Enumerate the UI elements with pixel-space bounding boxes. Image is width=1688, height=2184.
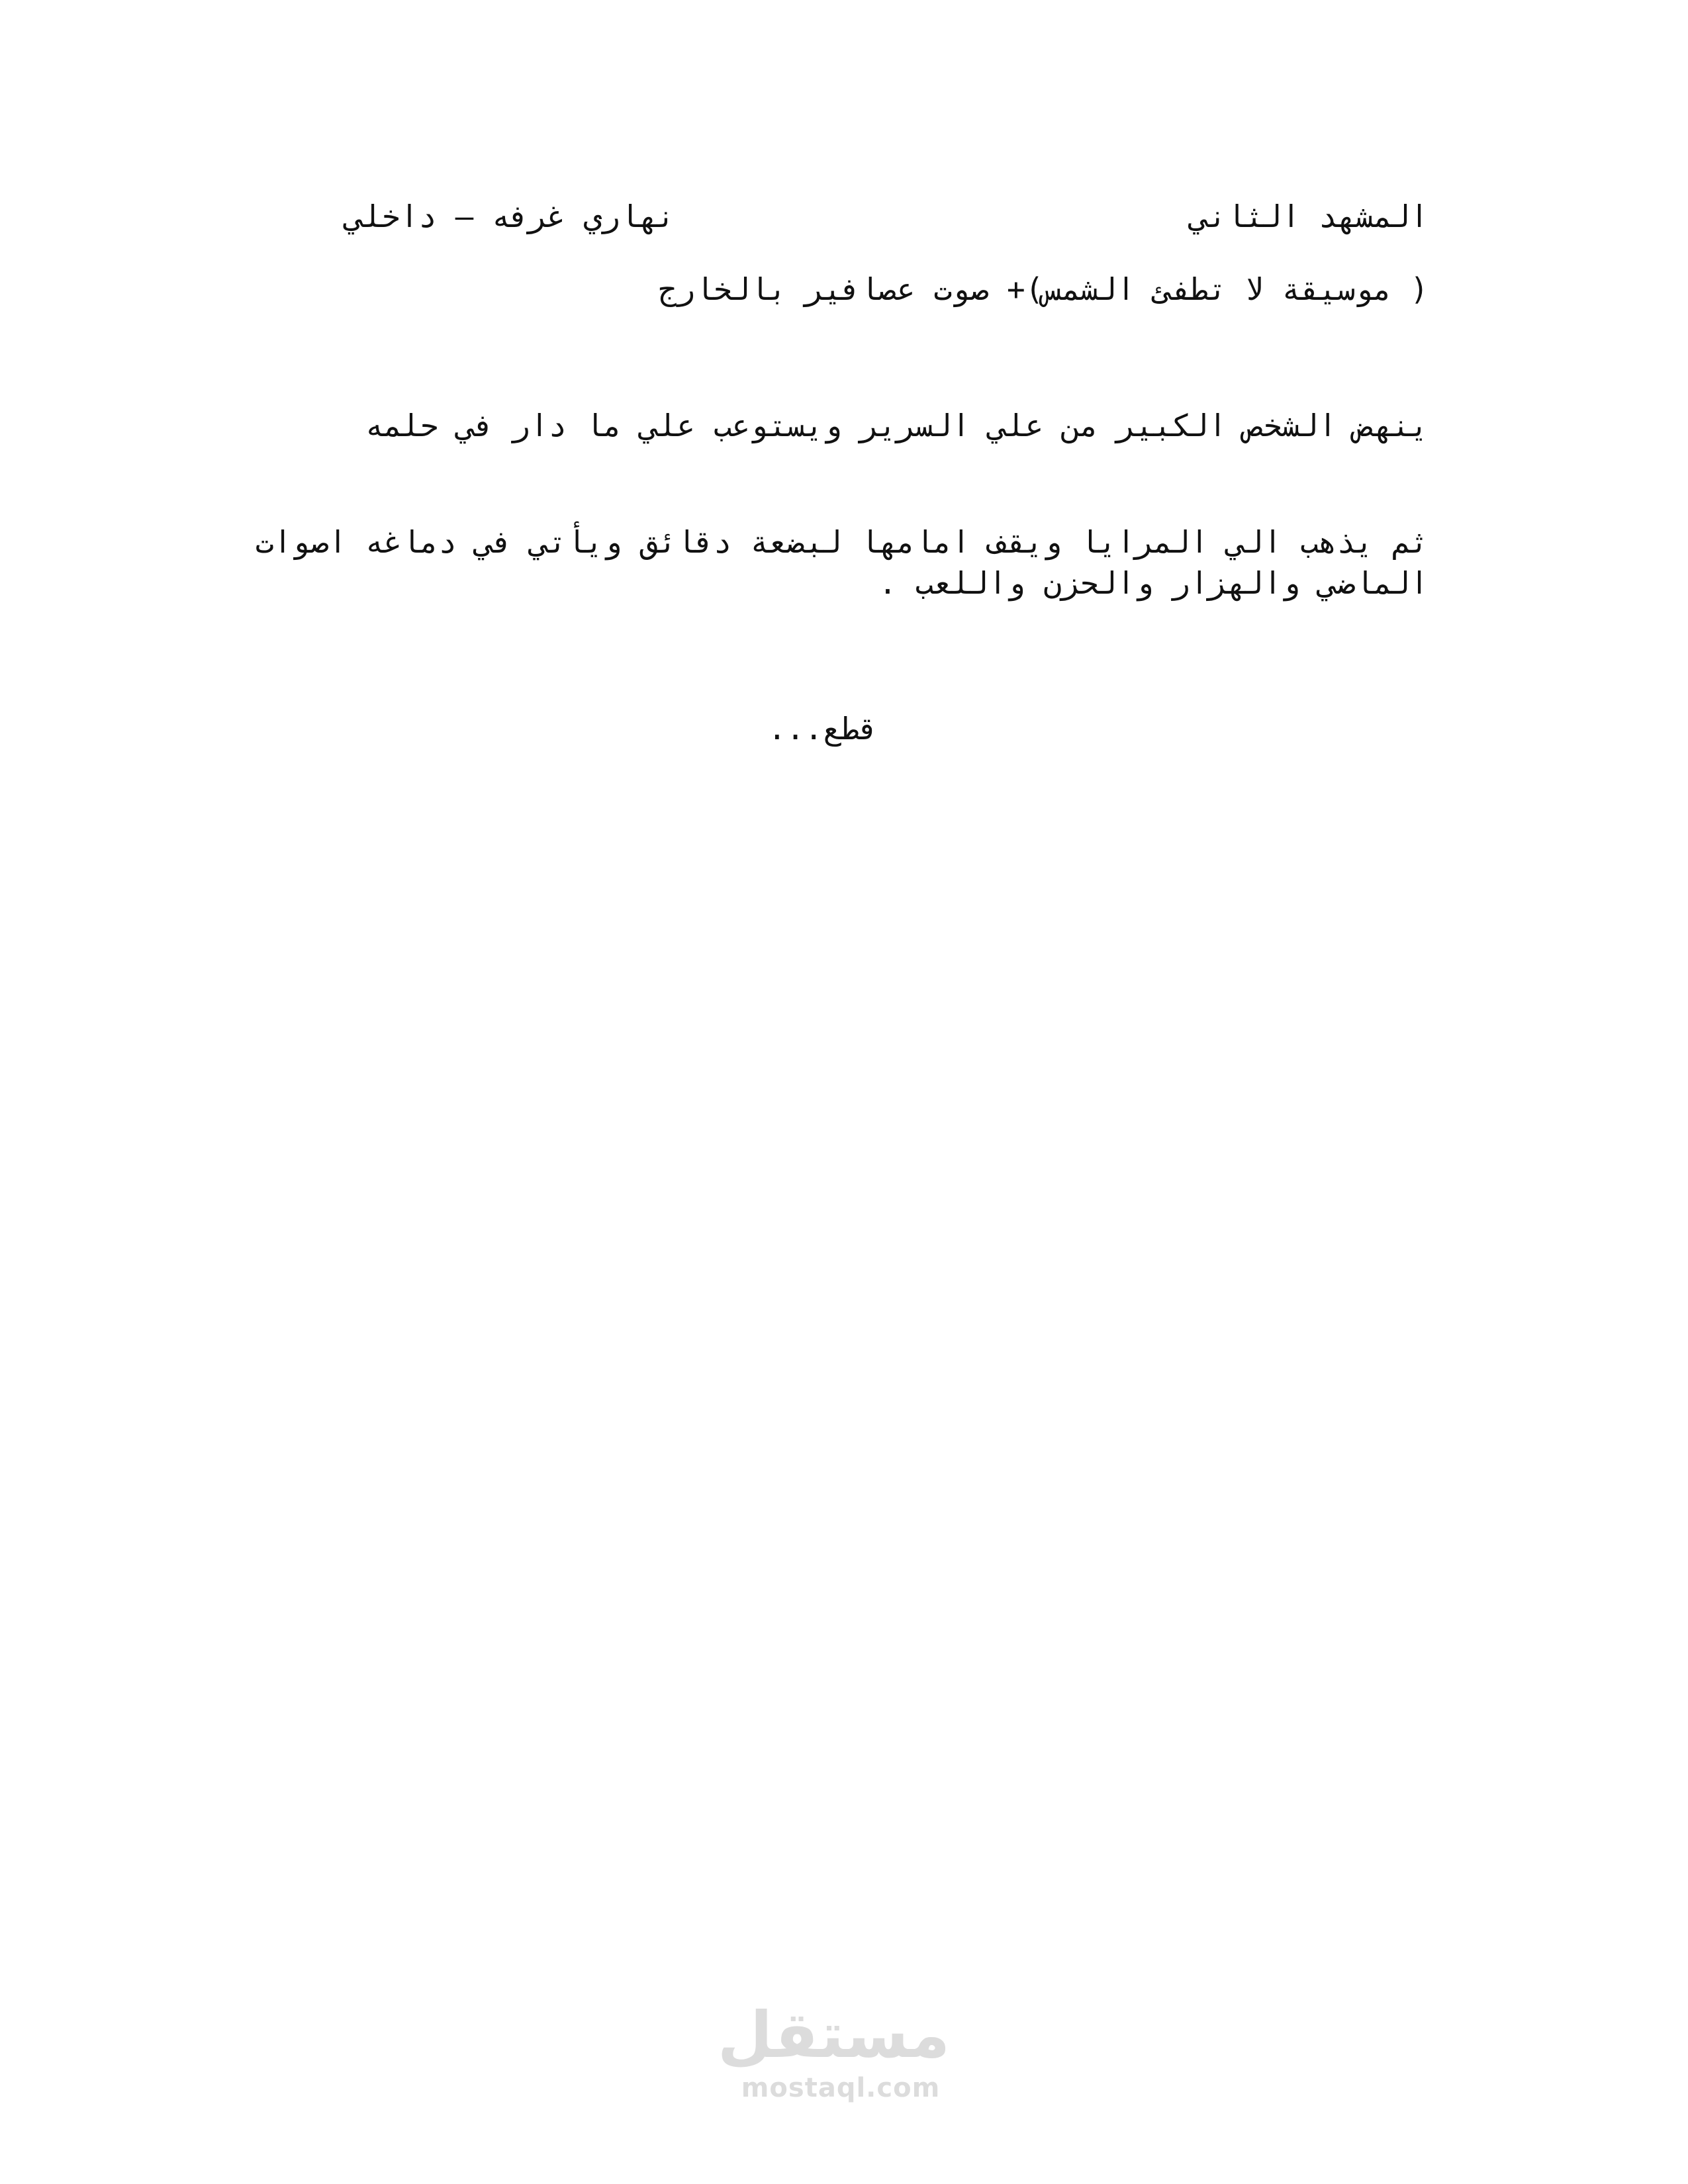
watermark-url: mostaql.com	[741, 2073, 941, 2103]
cut-transition: قطع...	[768, 711, 878, 747]
action-paragraph-2: ثم يذهب الي المرايا ويقف امامها لبضعة دقائق ويأتي في دماغه اصوات الماضي والهزار والحزن واللعب .	[255, 524, 1429, 601]
music-note: ( موسيقة لا تطفئ الشمس)+ صوت عصافير بالخارج	[658, 271, 1429, 307]
mostaql-watermark	[717, 1998, 950, 2131]
scene-setting: نهاري غرفه – داخلي	[345, 199, 675, 234]
action-paragraph-1: ينهض الشخص الكبير من علي السرير ويستوعب علي ما دار في حلمه	[365, 408, 1429, 443]
scene-heading: المشهد الثاني	[1190, 199, 1429, 234]
watermark-logo: مستقل	[717, 1998, 950, 2072]
